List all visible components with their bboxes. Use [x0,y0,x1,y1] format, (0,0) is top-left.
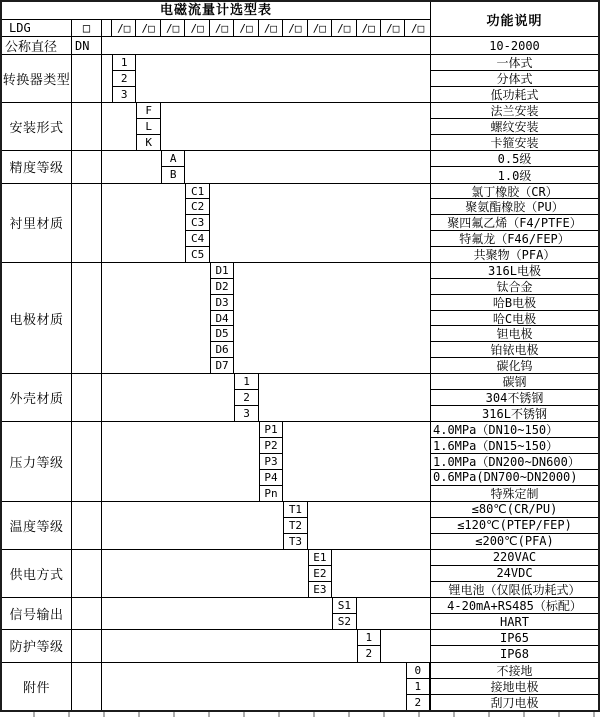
category-band [2,549,598,597]
model-slot-cell: /□ [411,21,425,35]
spacer-cell [72,663,102,710]
option-desc-cell: 低功耗式 [490,88,539,103]
option-code-cell: E1 [308,550,332,566]
option-desc-cell: 聚氨酯橡胶（PU） [431,199,598,215]
option-desc-cell: 0.6MPa(DN700~DN2000) [431,470,598,486]
code-column [234,374,258,421]
option-desc-cell: 24VDC [431,566,598,582]
spacer-cell [72,598,102,629]
option-code-cell: P3 [259,454,283,470]
category-label: 供电方式 [2,550,72,597]
option-code-cell: B [161,167,185,182]
function-column [430,663,598,710]
option-code-cell: D3 [210,295,234,311]
option-code-cell: D2 [210,279,234,295]
option-code-cell: C4 [185,231,209,247]
model-slot-cell: /□ [161,20,185,36]
code-column [112,55,136,102]
option-desc-cell: 钛合金 [431,279,598,295]
option-desc-cell: 10-2000 [430,37,598,54]
model-slot-cell: /□ [381,20,405,36]
model-slot-cell: /□ [308,20,332,36]
spacer-cell [102,103,136,150]
option-code-cell: 2 [112,71,136,87]
diameter-row [2,36,598,54]
spacer-cell [72,374,102,421]
spacer-cell [72,103,102,150]
option-code-cell: D1 [210,263,234,279]
function-column [430,630,598,661]
spacer-cell [72,55,102,102]
model-slot-cell: /□ [283,20,307,36]
function-column [430,151,598,182]
code-column [210,263,234,373]
option-desc-cell: 4-20mA+RS485（标配） [431,598,598,614]
spacer-cell [102,151,161,182]
model-slot-cell: /□ [259,20,283,36]
option-code-cell: C1 [185,184,209,200]
option-code-cell: 0 [406,663,430,679]
code-column [259,422,283,501]
table-header [2,2,598,36]
spacer-cell [72,422,102,501]
spacer-cell [102,502,283,549]
category-bands [2,54,598,710]
category-band [2,597,598,629]
option-code-cell: 2 [234,390,258,406]
option-desc-cell: 铂铱电极 [431,342,598,358]
code-column [308,550,332,597]
category-band [2,262,598,373]
spacer-cell [72,630,102,661]
option-code-cell: 3 [112,87,136,102]
header-left [2,2,430,36]
function-column [430,550,598,597]
option-desc-cell: 锂电池（仅限低功耗式） [448,582,581,597]
category-label: 安装形式 [2,103,72,150]
spacer-cell [72,184,102,263]
spacer-cell [102,263,210,373]
option-code-cell: E2 [308,566,332,582]
option-desc-cell: 1.0MPa（DN200~DN600） [431,454,598,470]
code-column [185,184,209,263]
function-column-header: 功能说明 [430,2,598,36]
spacer-cell [72,263,102,373]
option-desc-cell: 哈B电极 [431,295,598,311]
category-band [2,150,598,182]
model-slot-cell: /□ [357,20,381,36]
option-code-cell: T2 [283,518,307,534]
spacer-cell [102,374,234,421]
function-column [430,55,598,102]
spacer-cell [102,598,332,629]
category-band [2,54,598,102]
spacer-cell [102,20,112,36]
option-desc-cell: 分体式 [431,71,598,87]
option-desc-cell: 接地电极 [431,679,598,695]
category-label: 转换器类型 [2,55,72,102]
category-label: 信号输出 [2,598,72,629]
category-band [2,662,598,710]
model-slot-cell: /□ [234,20,258,36]
option-desc-cell: 钽电极 [431,326,598,342]
option-desc-cell: 刮刀电极 [490,695,539,710]
option-desc-cell: ≤120℃(PTEP/FEP) [431,518,598,534]
function-column [430,502,598,549]
function-column [430,263,598,373]
option-code-cell: P1 [259,422,283,438]
code-column [406,663,430,710]
option-desc-cell: 316L电极 [431,263,598,279]
category-label: 电极材质 [2,263,72,373]
option-desc-cell: ≤200℃(PFA) [475,534,554,549]
option-code-cell: 2 [406,695,430,710]
option-code-cell: Pn [259,486,283,501]
option-desc-cell: 0.5级 [431,151,598,167]
model-slot-cell: /□ [136,20,160,36]
option-code-cell: 1 [406,679,430,695]
spacer-cell [72,502,102,549]
option-desc-cell: 聚四氟乙烯（F4/PTFE） [431,215,598,231]
option-desc-cell: 特殊定制 [490,486,539,501]
spacer-cell [102,630,357,661]
category-label: 外壳材质 [2,374,72,421]
option-desc-cell: 碳化钨 [496,359,533,373]
option-code-cell: S1 [332,598,356,614]
option-code-cell: 1 [357,630,381,646]
model-code-row [2,20,430,36]
category-label: 压力等级 [2,422,72,501]
category-band [2,501,598,549]
spacer-cell [102,37,430,54]
option-code-cell: C3 [185,215,209,231]
option-code-cell: P4 [259,470,283,486]
spacer-cell [72,151,102,182]
option-desc-cell: ≤80℃(CR/PU) [431,502,598,518]
option-desc-cell: 特氟龙（F46/FEP） [431,231,598,247]
option-code-cell: 1 [112,55,136,71]
function-column [430,103,598,150]
function-column [430,184,598,263]
option-code-cell: E3 [308,582,332,597]
code-column [283,502,307,549]
option-desc-cell: 碳钢 [431,374,598,390]
option-desc-cell: HART [500,614,529,629]
spacer-cell [102,422,259,501]
spacer-cell [72,550,102,597]
option-desc-cell: IP68 [500,646,529,661]
category-band [2,421,598,501]
option-code-cell: D5 [210,326,234,342]
option-desc-cell: 卡箍安装 [490,136,539,151]
model-box-cell: □ [72,20,102,36]
category-label: 防护等级 [2,630,72,661]
spacer-cell [102,184,185,263]
option-desc-cell: 共聚物（PFA） [473,248,556,263]
option-code-cell: S2 [332,614,356,629]
option-code-cell: L [136,119,160,135]
option-desc-cell: 一体式 [431,55,598,71]
page-title: 电磁流量计选型表 [2,2,430,20]
option-desc-cell: 法兰安装 [431,103,598,119]
option-code-cell: T1 [283,502,307,518]
category-label: 精度等级 [2,151,72,182]
function-column [430,374,598,421]
option-code-cell: C5 [185,247,209,262]
option-desc-cell: 4.0MPa（DN10~150） [431,422,598,438]
category-band [2,373,598,421]
option-desc-cell: 哈C电极 [431,311,598,327]
option-desc-cell: 304不锈钢 [431,390,598,406]
model-slot-cell: /□ [112,20,136,36]
option-code-cell: F [136,103,160,119]
category-band [2,102,598,150]
option-code-cell: 2 [357,646,381,661]
option-code-cell: D7 [210,358,234,373]
model-slot-cell: /□ [210,20,234,36]
option-desc-cell: 1.0级 [497,168,532,183]
code-column [332,598,356,629]
category-label: 温度等级 [2,502,72,549]
option-code-cell: 1 [234,374,258,390]
model-prefix: LDG [2,20,72,36]
code-column [136,103,160,150]
code-column [357,630,381,661]
option-desc-cell: 316L不锈钢 [482,407,547,422]
option-code-cell: A [161,151,185,167]
option-code-cell: D4 [210,311,234,327]
function-column [430,598,598,629]
option-desc-cell: IP65 [431,630,598,646]
option-code-cell: D6 [210,342,234,358]
diameter-code-cell: DN [72,37,102,54]
option-code-cell: K [136,135,160,150]
option-desc-cell: 氯丁橡胶（CR） [431,184,598,200]
category-label: 公称直径 [2,37,72,54]
option-code-cell: T3 [283,534,307,549]
option-code-cell: C2 [185,199,209,215]
option-desc-cell: 螺纹安装 [431,119,598,135]
model-slots [112,20,430,36]
spacer-cell [102,550,308,597]
category-band [2,183,598,263]
code-column [161,151,185,182]
option-desc-cell: 不接地 [431,663,598,679]
spacer-cell [102,663,406,710]
model-slot-cell: /□ [332,20,356,36]
option-code-cell: 3 [234,406,258,421]
model-slot-cell: /□ [185,20,209,36]
option-code-cell: P2 [259,438,283,454]
category-label: 附件 [2,663,72,710]
option-desc-cell: 220VAC [431,550,598,566]
option-desc-cell: 1.6MPa（DN15~150） [431,438,598,454]
spacer-cell [102,55,112,102]
category-band [2,629,598,661]
category-label: 衬里材质 [2,184,72,263]
function-column [430,422,598,501]
